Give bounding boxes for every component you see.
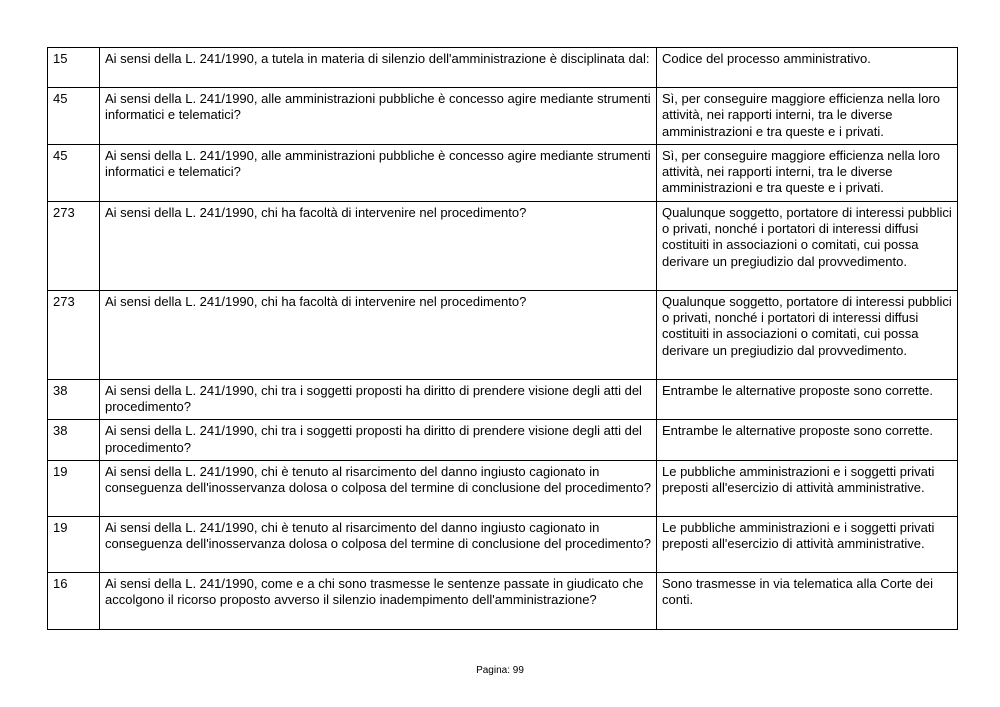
table-row — [48, 379, 958, 420]
question-text: Ai sensi della L. 241/1990, chi tra i soggetti proposti ha diritto di prendere visione degli atti del procedimento? — [100, 379, 657, 420]
question-number: 273 — [48, 290, 100, 379]
answer-text: Entrambe le alternative proposte sono corrette. — [657, 379, 958, 420]
answer-text: Qualunque soggetto, portatore di interessi pubblici o privati, nonché i portatori di interessi diffusi costituiti in associazioni o comitati, cui possa derivare un pregiudizio dal provvedimento. — [657, 201, 958, 290]
page-number: Pagina: 99 — [476, 665, 524, 676]
answer-text: Sì, per conseguire maggiore efficienza nella loro attività, nei rapporti interni, tra le diverse amministrazioni e tra queste e i privati. — [657, 88, 958, 145]
table-row — [48, 290, 958, 379]
table-row — [48, 420, 958, 461]
table-row — [48, 201, 958, 290]
answer-text: Le pubbliche amministrazioni e i soggetti privati preposti all'esercizio di attività amministrative. — [657, 461, 958, 517]
table-row — [48, 48, 958, 88]
table-row — [48, 517, 958, 573]
question-number: 19 — [48, 461, 100, 517]
answer-text: Qualunque soggetto, portatore di interessi pubblici o privati, nonché i portatori di interessi diffusi costituiti in associazioni o comitati, cui possa derivare un pregiudizio dal provvedimento. — [657, 290, 958, 379]
question-text: Ai sensi della L. 241/1990, chi è tenuto al risarcimento del danno ingiusto cagionato in conseguenza dell'inosservanza dolosa o colposa del termine di conclusione del procedimento? — [100, 517, 657, 573]
question-text: Ai sensi della L. 241/1990, come e a chi sono trasmesse le sentenze passate in giudicato che accolgono il ricorso proposto avverso il silenzio inadempimento dell'amministrazione? — [100, 573, 657, 630]
question-text: Ai sensi della L. 241/1990, chi ha facoltà di intervenire nel procedimento? — [100, 201, 657, 290]
question-text: Ai sensi della L. 241/1990, alle amministrazioni pubbliche è concesso agire mediante strumenti informatici e telematici? — [100, 144, 657, 201]
question-number: 38 — [48, 420, 100, 461]
question-text: Ai sensi della L. 241/1990, chi ha facoltà di intervenire nel procedimento? — [100, 290, 657, 379]
question-number: 19 — [48, 517, 100, 573]
question-number: 273 — [48, 201, 100, 290]
answer-text: Entrambe le alternative proposte sono corrette. — [657, 420, 958, 461]
questions-table — [47, 47, 958, 630]
answer-text: Le pubbliche amministrazioni e i soggetti privati preposti all'esercizio di attività amministrative. — [657, 517, 958, 573]
table-row — [48, 88, 958, 145]
question-number: 45 — [48, 144, 100, 201]
answer-text: Sono trasmesse in via telematica alla Corte dei conti. — [657, 573, 958, 630]
question-number: 16 — [48, 573, 100, 630]
question-text: Ai sensi della L. 241/1990, a tutela in materia di silenzio dell'amministrazione è disciplinata dal: — [100, 48, 657, 88]
question-number: 45 — [48, 88, 100, 145]
question-text: Ai sensi della L. 241/1990, chi è tenuto al risarcimento del danno ingiusto cagionato in conseguenza dell'inosservanza dolosa o colposa del termine di conclusione del procedimento? — [100, 461, 657, 517]
question-text: Ai sensi della L. 241/1990, chi tra i soggetti proposti ha diritto di prendere visione degli atti del procedimento? — [100, 420, 657, 461]
answer-text: Codice del processo amministrativo. — [657, 48, 958, 88]
answer-text: Sì, per conseguire maggiore efficienza nella loro attività, nei rapporti interni, tra le diverse amministrazioni e tra queste e i privati. — [657, 144, 958, 201]
question-number: 38 — [48, 379, 100, 420]
question-text: Ai sensi della L. 241/1990, alle amministrazioni pubbliche è concesso agire mediante strumenti informatici e telematici? — [100, 88, 657, 145]
table-row — [48, 461, 958, 517]
table-row — [48, 144, 958, 201]
question-number: 15 — [48, 48, 100, 88]
table-row — [48, 573, 958, 630]
questions-table-body — [48, 48, 958, 630]
